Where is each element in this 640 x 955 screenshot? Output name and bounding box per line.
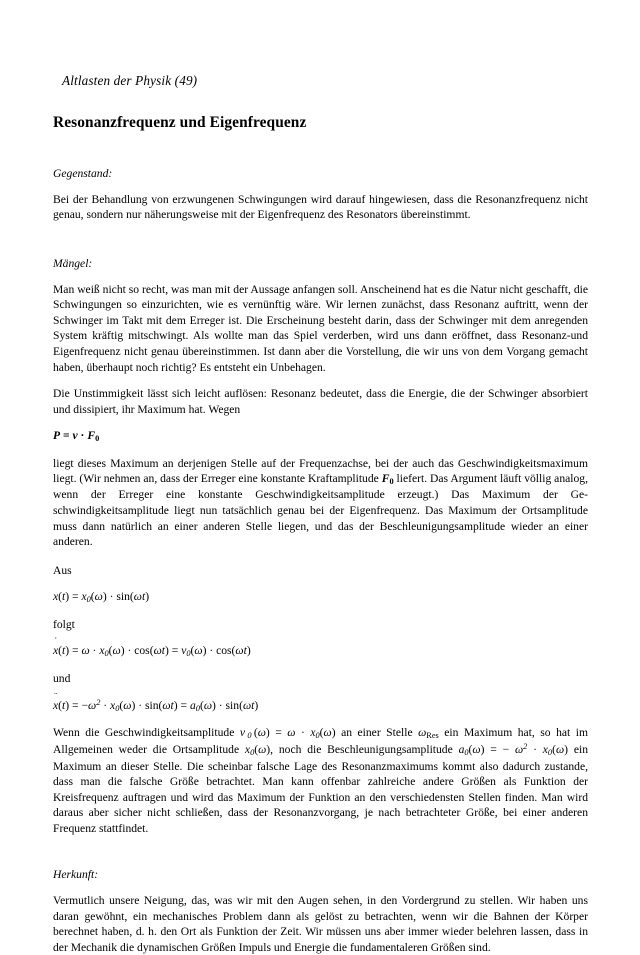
connector-folgt: folgt (53, 617, 75, 631)
page-title: Resonanzfrequenz und Eigenfrequenz (53, 114, 307, 132)
paragraph-gegenstand: Bei der Behandlung von erzwungenen Schwingungen wird darauf hingewiesen, dass die Resonanzfrequenz nicht genau, sondern nur näherungsweise mit der Eigenfrequenz des Resonators übereinstimmt. (53, 192, 588, 222)
equation-velocity: ˙ $x(t) = \omega \cdot x_0(\omega) \cdot \cos(\omega t) = v_0(\omega) \cdot \cos(\omega t)$ (53, 636, 251, 659)
section-label-maengel: Mängel: (53, 256, 93, 270)
paragraph-maengel-2: Die Unstimmigkeit lässt sich leicht auflösen: Resonanz bedeutet, dass die Energie, die der Schwinger absorbiert und dissipiert, ihr Maximum hat. Wegen (53, 387, 588, 416)
paragraph-maengel-1: Man weiß nicht so recht, was man mit der Aussage anfangen soll. Anscheinend hat es die Natur nicht geschafft, die Schwingungen so einzurichten, wie es vernünftig wäre. Wir lernen zunächst, dass Resonanz auftritt, wenn der Schwinger im Takt mit dem Erreger ist. Die Erscheinung besteht darin, dass der Schwinger mit dem anregenden System kräftig mitschwingt. Als wollte man das Spiel verderben, wird uns dann eröffnet, dass Resonanz-und Eigenfrequenz nicht genau übereinstimmen. Ist dann aber die Vorstellung, die wir uns von dem Vorgang gemacht haben, überhaupt noch richtig? Es entsteht ein Unbehagen. (53, 282, 588, 374)
equation-group (53, 563, 588, 714)
paragraph-maengel-4: Wenn die Geschwindigkeitsamplitude v $_0$ $(\omega) = \omega \cdot x_0(\omega)$ an einer Stelle $\omega_{Res}$ ein Maximum hat, so hat im Allgemeinen weder die Ortsamplitude $x_0(\omega)$, noch die Beschleunigungsamplitude $a_0(\omega)$ = − $\omega^2 \cdot x_0(\omega)$ ein Maximum an dieser Stelle. Die scheinbar falsche Lage des Resonanzmaximums kommt also dadurch zustande, dass man die falsche Größe betrachtet. Man kann offenbar zahlreiche andere Größen als Funktion der Kreisfrequenz auftragen und wird das Maximum der Funktion an den verschiedensten Stellen finden. Man wird daraus aber sicher nicht schließen, dass der Resonanzvorgang, je nach betrachteter Größe, bei einer anderen Frequenz stattfindet. (53, 726, 588, 835)
paragraph-herkunft: Vermutlich unsere Neigung, das, was wir mit den Augen sehen, in den Vordergrund zu stellen. Wir haben uns daran gewöhnt, ein mechanisches Problem dann als gelöst zu betrachten, wenn wir die Bahnen der Körper berechnet haben, d. h. den Ort als Funktion der Zeit. Wir müssen uns aber immer wieder belehren lassen, dass in der Mechanik die dynamischen Größen Impuls und Energie die fundamentaleren Größen sind. (53, 894, 588, 954)
section-label-herkunft: Herkunft: (53, 868, 99, 882)
equation-position: $x(t) = x_0(\omega) \cdot \sin(\omega t)$ (53, 590, 150, 605)
page-content (53, 72, 588, 955)
paragraph-maengel-3: liegt dieses Maximum an derjenigen Stelle auf der Frequenzachse, bei der auch das Geschwindigkeitsmaximum liegt. (Wir nehmen an, dass der Erreger eine konstante Kraftamplitude $F_0$ liefert. Das Argument läuft völlig analog, wenn der Erreger eine konstante Geschwindigkeitsamplitude erzeugt.) Das Maximum der Geschwindigkeitsamplitude liegt nun tatsächlich genau bei der Eigenfrequenz. Das Maximum der Ortsamplitude muss dann natürlich an einer anderen Stelle liegen, und das der Beschleunigungsamplitude wieder an einer anderen. (53, 456, 588, 549)
equation-acceleration: ¨ $x(t) = -\omega^2 \cdot x_0(\omega) \cdot \sin(\omega t) = a_0(\omega) \cdot \sin(\omega t)$ (53, 690, 259, 713)
equation-power: $P = v \cdot F_0$ (53, 429, 100, 444)
series-title: Altlasten der Physik (49) (62, 73, 198, 88)
connector-und: und (53, 671, 71, 685)
section-label-gegenstand: Gegenstand: (53, 167, 113, 181)
connector-aus: Aus (53, 563, 72, 577)
